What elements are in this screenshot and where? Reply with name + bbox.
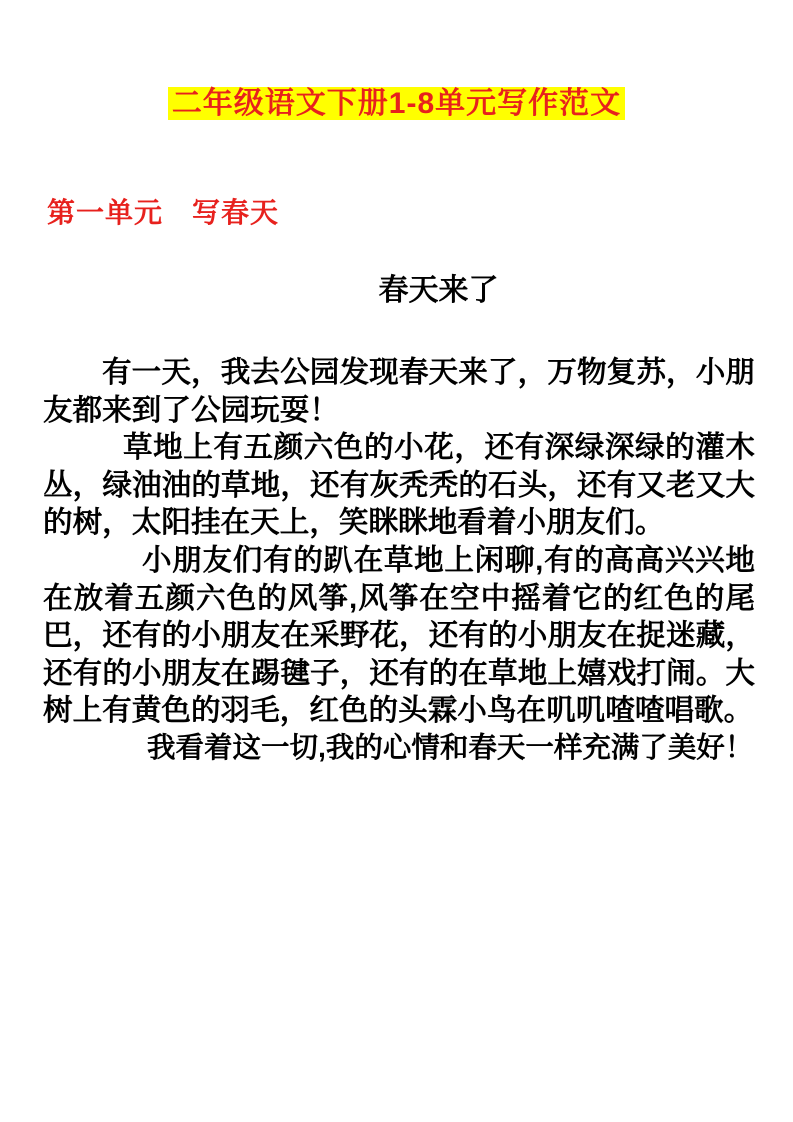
essay-body [43, 354, 755, 768]
document-title-highlight: 二年级语文下册1-8单元写作范文 [168, 87, 625, 120]
essay-paragraph-4: 我看着这一切,我的心情和春天一样充满了美好！ [147, 731, 754, 764]
essay-paragraph-3: 小朋友们有的趴在草地上闲聊,有的高高兴兴地在放着五颜六色的风筝,风筝在空中摇着它的红色的尾巴，还有的小朋友在采野花，还有的小朋友在捉迷藏，还有的小朋友在踢毽子，还有的在草地上嬉戏打闹。大树上有黄色的羽毛，红色的头霖小鸟在叽叽喳喳唱歌。 [43, 543, 755, 728]
essay-paragraph-2: 草地上有五颜六色的小花，还有深绿深绿的灌木丛，绿油油的草地，还有灰秃秃的石头，还有又老又大的树，太阳挂在天上，笑眯眯地看着小朋友们。 [43, 431, 755, 540]
section-heading: 第一单元 写春天 [47, 197, 280, 228]
document-title [0, 85, 793, 122]
essay-paragraph-1: 有一天，我去公园发现春天来了，万物复苏，小朋友都来到了公园玩耍！ [43, 356, 755, 427]
essay-title: 春天来了 [378, 274, 499, 307]
